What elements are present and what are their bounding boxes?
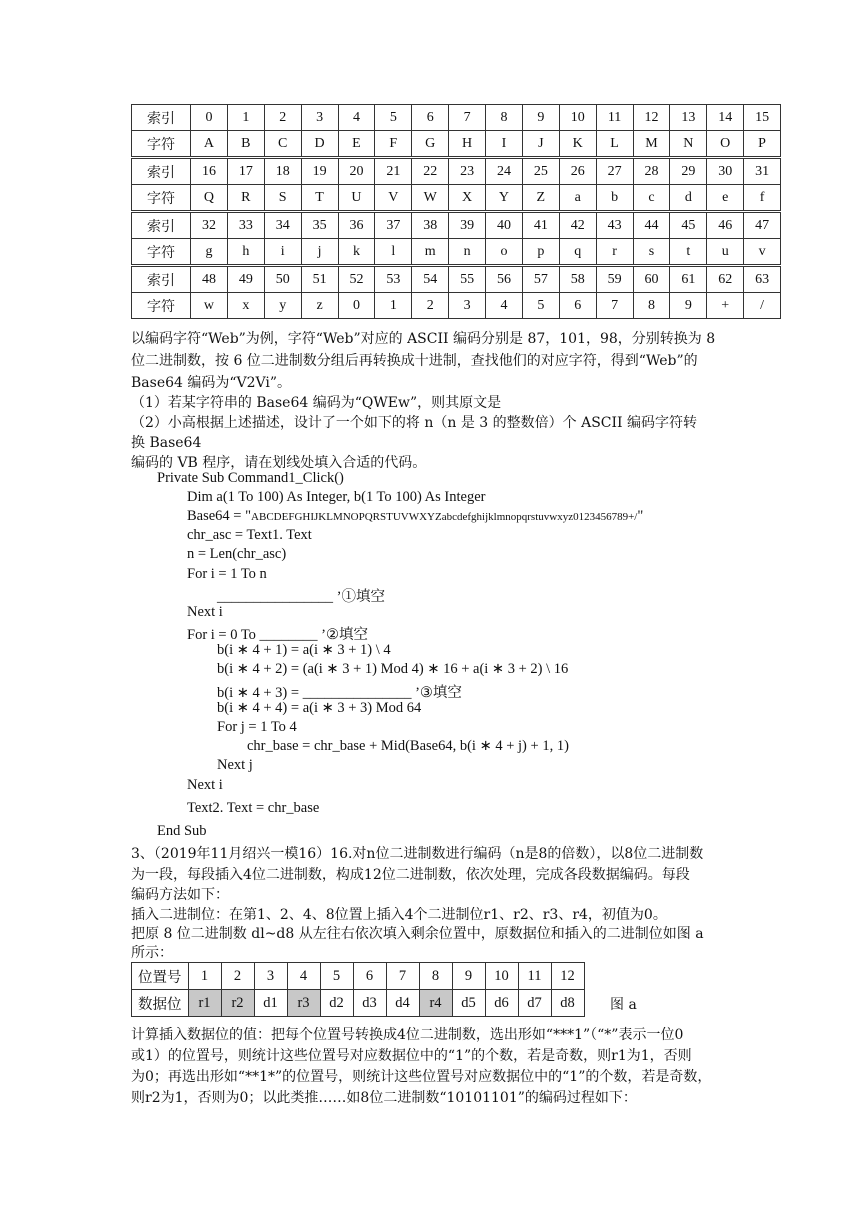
char-cell: a [559,185,596,212]
char-cell: y [264,293,301,319]
char-cell: 1 [375,293,412,319]
index-cell: 31 [744,158,781,185]
char-cell: W [412,185,449,212]
index-cell: 17 [227,158,264,185]
char-cell: X [449,185,486,212]
char-row [132,293,781,319]
char-cell: 3 [449,293,486,319]
char-cell: c [633,185,670,212]
char-cell: A [191,131,228,158]
char-cell: D [301,131,338,158]
index-cell: 41 [522,212,559,239]
char-cell: Q [191,185,228,212]
char-cell: s [633,239,670,266]
index-cell: 46 [707,212,744,239]
q3-line-9: 为0；再选出形如“**1*”的位置号，则统计这些位置号对应数据位中的“1”的个数，若是奇数， [131,1069,712,1085]
char-cell: S [264,185,301,212]
index-cell: 58 [559,266,596,293]
code-line-16: Next j [217,757,253,773]
char-cell: g [191,239,228,266]
index-cell: 23 [449,158,486,185]
index-row-label: 索引 [132,266,191,293]
char-row-label: 字符 [132,185,191,212]
databit-cell: d8 [551,990,584,1017]
index-cell: 9 [522,105,559,131]
char-cell: p [522,239,559,266]
index-row-label: 索引 [132,158,191,185]
q3-line-2: 为一段，每段插入4位二进制数，构成12位二进制数，依次处理，完成各段数据编码。每段 [131,867,690,883]
index-cell: 25 [522,158,559,185]
code-line-15: chr_base = chr_base + Mid(Base64, b(i ∗ 4 + j) + 1, 1) [247,738,569,754]
char-cell: B [227,131,264,158]
char-cell: 2 [412,293,449,319]
code-line-17: Next i [187,777,223,793]
char-cell: q [559,239,596,266]
question-2-line-3: 编码的 VB 程序，请在划线处填入合适的代码。 [131,455,427,471]
index-cell: 11 [596,105,633,131]
char-cell: Z [522,185,559,212]
char-cell: I [486,131,523,158]
index-cell: 26 [559,158,596,185]
code-line-10: b(i ∗ 4 + 1) = a(i ∗ 3 + 1) \ 4 [217,642,391,658]
char-cell: f [744,185,781,212]
index-cell: 48 [191,266,228,293]
char-cell: / [744,293,781,319]
char-cell: l [375,239,412,266]
index-cell: 13 [670,105,707,131]
index-cell: 1 [227,105,264,131]
char-cell: T [301,185,338,212]
code-line-3-alphabet: ABCDEFGHIJKLMNOPQRSTUVWXYZabcdefghijklmnopqrstuvwxyz0123456789+/ [251,511,638,523]
char-cell: G [412,131,449,158]
question-2-line-2: 换 Base64 [131,435,202,451]
char-cell: N [670,131,707,158]
databit-cell: r3 [287,990,320,1017]
char-cell: n [449,239,486,266]
q3-line-4: 插入二进制位：在第1、2、4、8位置上插入4个二进制位r1、r2、r3、r4，初值为0。 [131,907,667,923]
char-cell: F [375,131,412,158]
index-cell: 50 [264,266,301,293]
char-cell: d [670,185,707,212]
index-cell: 5 [375,105,412,131]
q3-line-5: 把原 8 位二进制数 dl~d8 从左往右依次填入剩余位置中，原数据位和插入的二进制位如图 a [131,926,704,942]
char-cell: 9 [670,293,707,319]
code-line-8: Next i [187,604,223,620]
char-cell: 0 [338,293,375,319]
code-line-1: Private Sub Command1_Click() [157,470,344,486]
index-cell: 19 [301,158,338,185]
code-line-19: End Sub [157,823,207,839]
index-cell: 39 [449,212,486,239]
char-cell: L [596,131,633,158]
position-cell: 1 [188,963,221,990]
code-blank-1: ________________ ’①填空 [217,589,385,605]
code-line-4: chr_asc = Text1. Text [187,527,312,543]
char-cell: V [375,185,412,212]
char-cell: 4 [486,293,523,319]
char-cell: j [301,239,338,266]
index-cell: 38 [412,212,449,239]
index-cell: 47 [744,212,781,239]
index-cell: 42 [559,212,596,239]
char-cell: C [264,131,301,158]
explanation-line-2: 位二进制数，按 6 位二进制数分组后再转换成十进制，查找他们的对应字符，得到“Web”的 [131,353,698,369]
code-line-13: b(i ∗ 4 + 4) = a(i ∗ 3 + 3) Mod 64 [217,700,422,716]
char-cell: 7 [596,293,633,319]
position-cell: 11 [518,963,551,990]
position-cell: 4 [287,963,320,990]
position-cell: 2 [221,963,254,990]
index-cell: 60 [633,266,670,293]
code-blank-2: For i = 0 To ________ ’②填空 [187,627,369,643]
position-cell: 10 [485,963,518,990]
code-line-3-prefix: Base64 = " [187,508,252,524]
char-cell: 8 [633,293,670,319]
index-cell: 62 [707,266,744,293]
databit-label: 数据位 [132,990,189,1017]
code-line-2: Dim a(1 To 100) As Integer, b(1 To 100) As Integer [187,489,486,505]
position-cell: 7 [386,963,419,990]
index-cell: 63 [744,266,781,293]
char-cell: i [264,239,301,266]
index-cell: 6 [412,105,449,131]
index-cell: 34 [264,212,301,239]
index-cell: 12 [633,105,670,131]
q3-line-8: 或1）的位置号，则统计这些位置号对应数据位中的“1”的个数，若是奇数，则r1为1，否则 [131,1048,692,1064]
char-cell: Y [486,185,523,212]
q3-line-10: 则r2为1，否则为0；以此类推……如8位二进制数“10101101”的编码过程如下： [131,1090,637,1106]
index-row-label: 索引 [132,212,191,239]
char-cell: b [596,185,633,212]
char-cell: H [449,131,486,158]
position-cell: 5 [320,963,353,990]
char-cell: k [338,239,375,266]
char-cell: v [744,239,781,266]
index-cell: 21 [375,158,412,185]
index-cell: 57 [522,266,559,293]
position-cell: 8 [419,963,452,990]
index-cell: 15 [744,105,781,131]
index-cell: 52 [338,266,375,293]
index-cell: 40 [486,212,523,239]
char-row [132,185,781,212]
char-cell: m [412,239,449,266]
databit-cell: d4 [386,990,419,1017]
code-line-18: Text2. Text = chr_base [187,800,320,816]
index-cell: 59 [596,266,633,293]
char-cell: o [486,239,523,266]
index-row [132,105,781,131]
char-row-label: 字符 [132,239,191,266]
index-cell: 35 [301,212,338,239]
code-line-3-suffix: " [637,508,644,524]
index-cell: 28 [633,158,670,185]
index-row [132,158,781,185]
q3-line-7: 计算插入数据位的值：把每个位置号转换成4位二进制数，选出形如“***1”（“*”表示一位0 [131,1027,684,1043]
index-cell: 49 [227,266,264,293]
char-row [132,131,781,158]
char-cell: U [338,185,375,212]
q3-line-6: 所示： [131,945,173,961]
position-cell: 3 [254,963,287,990]
char-cell: z [301,293,338,319]
char-row-label: 字符 [132,131,191,158]
index-cell: 56 [486,266,523,293]
databit-cell: d7 [518,990,551,1017]
char-cell: 6 [559,293,596,319]
index-cell: 3 [301,105,338,131]
index-cell: 37 [375,212,412,239]
databit-cell: r2 [221,990,254,1017]
code-line-14: For j = 1 To 4 [217,719,297,735]
index-cell: 16 [191,158,228,185]
char-cell: J [522,131,559,158]
index-cell: 33 [227,212,264,239]
char-row-label: 字符 [132,293,191,319]
index-cell: 2 [264,105,301,131]
char-cell: P [744,131,781,158]
index-cell: 51 [301,266,338,293]
bit-position-table [131,962,585,1017]
index-cell: 20 [338,158,375,185]
q3-line-3: 编码方法如下： [131,887,229,903]
index-cell: 44 [633,212,670,239]
code-blank-3: b(i ∗ 4 + 3) = _______________ ’③填空 [217,685,462,701]
index-cell: 10 [559,105,596,131]
figure-a-caption: 图 a [610,997,637,1013]
position-cell: 12 [551,963,584,990]
index-cell: 30 [707,158,744,185]
index-cell: 61 [670,266,707,293]
index-cell: 18 [264,158,301,185]
char-cell: r [596,239,633,266]
index-cell: 7 [449,105,486,131]
databit-cell: d2 [320,990,353,1017]
char-cell: e [707,185,744,212]
databit-cell: r1 [188,990,221,1017]
databit-cell: r4 [419,990,452,1017]
index-cell: 32 [191,212,228,239]
char-cell: 5 [522,293,559,319]
index-cell: 29 [670,158,707,185]
char-cell: u [707,239,744,266]
char-cell: t [670,239,707,266]
char-cell: + [707,293,744,319]
index-cell: 24 [486,158,523,185]
databit-cell: d1 [254,990,287,1017]
index-cell: 14 [707,105,744,131]
position-cell: 6 [353,963,386,990]
code-line-3 [187,508,643,525]
char-cell: h [227,239,264,266]
index-cell: 54 [412,266,449,293]
index-cell: 22 [412,158,449,185]
index-cell: 55 [449,266,486,293]
char-cell: R [227,185,264,212]
code-line-5: n = Len(chr_asc) [187,546,287,562]
question-2-line-1: （2）小高根据上述描述，设计了一个如下的将 n（n 是 3 的整数倍）个 ASCII 编码字符转 [131,415,698,431]
databit-cell: d5 [452,990,485,1017]
question-1: （1）若某字符串的 Base64 编码为“QWEw”，则其原文是 [131,395,502,411]
index-cell: 27 [596,158,633,185]
index-cell: 36 [338,212,375,239]
code-line-11: b(i ∗ 4 + 2) = (a(i ∗ 3 + 1) Mod 4) ∗ 16 + a(i ∗ 3 + 2) \ 16 [217,661,569,677]
char-cell: w [191,293,228,319]
index-row [132,212,781,239]
position-label: 位置号 [132,963,189,990]
index-cell: 45 [670,212,707,239]
index-row-label: 索引 [132,105,191,131]
position-cell: 9 [452,963,485,990]
index-cell: 0 [191,105,228,131]
index-cell: 43 [596,212,633,239]
index-cell: 4 [338,105,375,131]
databit-cell: d6 [485,990,518,1017]
char-cell: x [227,293,264,319]
char-cell: M [633,131,670,158]
char-cell: O [707,131,744,158]
index-row [132,266,781,293]
databit-cell: d3 [353,990,386,1017]
base64-index-table [131,104,781,319]
char-row [132,239,781,266]
explanation-line-1: 以编码字符“Web”为例，字符“Web”对应的 ASCII 编码分别是 87，101，98，分别转换为 8 [131,331,716,347]
char-cell: K [559,131,596,158]
char-cell: E [338,131,375,158]
index-cell: 53 [375,266,412,293]
explanation-line-3: Base64 编码为“V2Vi”。 [131,375,292,391]
index-cell: 8 [486,105,523,131]
q3-line-1: 3、（2019年11月绍兴一模16）16.对n位二进制数进行编码（n是8的倍数），以8位二进制数 [131,846,704,862]
code-line-6: For i = 1 To n [187,566,267,582]
